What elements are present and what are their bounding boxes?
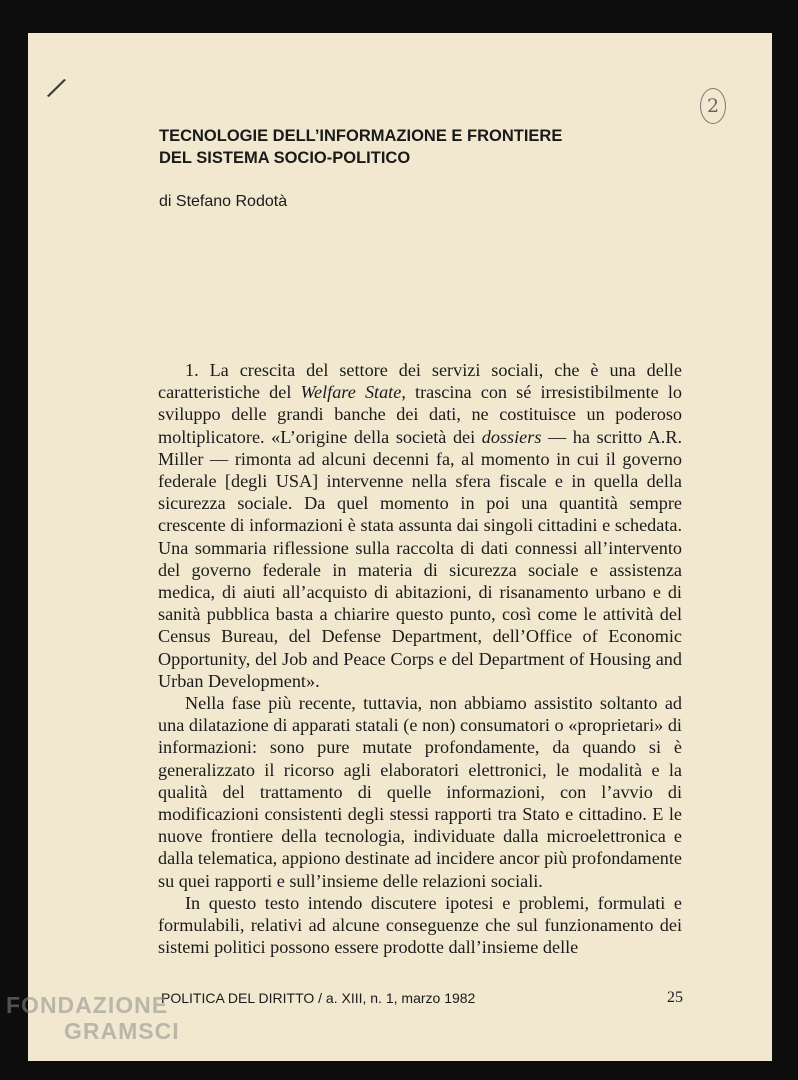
handwritten-circled-number: 2 bbox=[700, 88, 726, 124]
paragraph-1-text-a: 1. La crescita del settore dei servizi sociali, che è una delle caratteristiche del bbox=[158, 360, 682, 403]
article-body bbox=[158, 359, 682, 958]
paragraph-3: In questo testo intendo discutere ipotesi e problemi, formulati e formulabili, relativi ad alcune conseguenze che sul funzionamento dei sistemi politici possono essere prodotte dall’insieme delle bbox=[158, 892, 682, 958]
article-title-line-1: TECNOLOGIE DELL’INFORMAZIONE E FRONTIERE bbox=[159, 127, 563, 145]
journal-citation: POLITICA DEL DIRITTO / a. XIII, n. 1, marzo 1982 bbox=[161, 990, 476, 1006]
watermark-line-2: GRAMSCI bbox=[64, 1018, 180, 1044]
paragraph-1-italic-dossiers: dossiers bbox=[481, 426, 542, 447]
paragraph-1-italic-welfare: Welfare State bbox=[300, 382, 402, 403]
article-title bbox=[159, 125, 679, 169]
watermark-line-1: FONDAZIONE bbox=[6, 992, 169, 1018]
paragraph-1-text-b: , trascina con sé irresistibilmente lo sviluppo delle grandi banche dei dati, ne costituisce un poderoso moltiplicatore. «L’origine della società dei bbox=[158, 382, 682, 447]
paragraph-1 bbox=[158, 359, 682, 692]
watermark-logo bbox=[6, 992, 180, 1044]
page-footer bbox=[161, 990, 683, 1006]
document-page bbox=[28, 33, 772, 1061]
page-number: 25 bbox=[667, 989, 683, 1006]
paragraph-1-text-c: — ha scritto A.R. Miller — rimonta ad alcuni decenni fa, al momento in cui il governo federale [degli USA] intervenne nella sfera fiscale e in quella della sicurezza sociale. Da quel momento in poi una quantità sempre crescente di informazioni è stata assunta dai singoli cittadini e schedata. Una sommaria riflessione sulla raccolta di dati connessi all’intervento del governo federale in materia di sicurezza sociale e assistenza medica, di aiuti all’acquisto di abitazioni, di risanamento urbano e di sanità pubblica basta a chiarire questo punto, così come le attività del Census Bureau, del Defense Department, dell’Office of Economic Opportunity, del Job and Peace Corps e del Department of Housing and Urban Development». bbox=[158, 426, 683, 691]
article-title-line-2: DEL SISTEMA SOCIO-POLITICO bbox=[159, 149, 411, 167]
paragraph-2: Nella fase più recente, tuttavia, non abbiamo assistito soltanto ad una dilatazione di apparati statali (e non) consumatori o «proprietari» di informazioni: sono pure mutate profondamente, da quando si è generalizzato il ricorso agli elaboratori elettronici, le modalità e la qualità del trattamento di quelle informazioni, con l’avvio di modificazioni consistenti degli stessi rapporti tra Stato e cittadino. E le nuove frontiere della tecnologia, individuate dalla microelettronica e dalla telematica, appiono destinate ad incidere ancor più profondamente su quei rapporti e sull’insieme delle relazioni sociali. bbox=[158, 693, 682, 891]
handwritten-slash-mark: / bbox=[44, 70, 69, 105]
article-author: di Stefano Rodotà bbox=[159, 193, 288, 210]
